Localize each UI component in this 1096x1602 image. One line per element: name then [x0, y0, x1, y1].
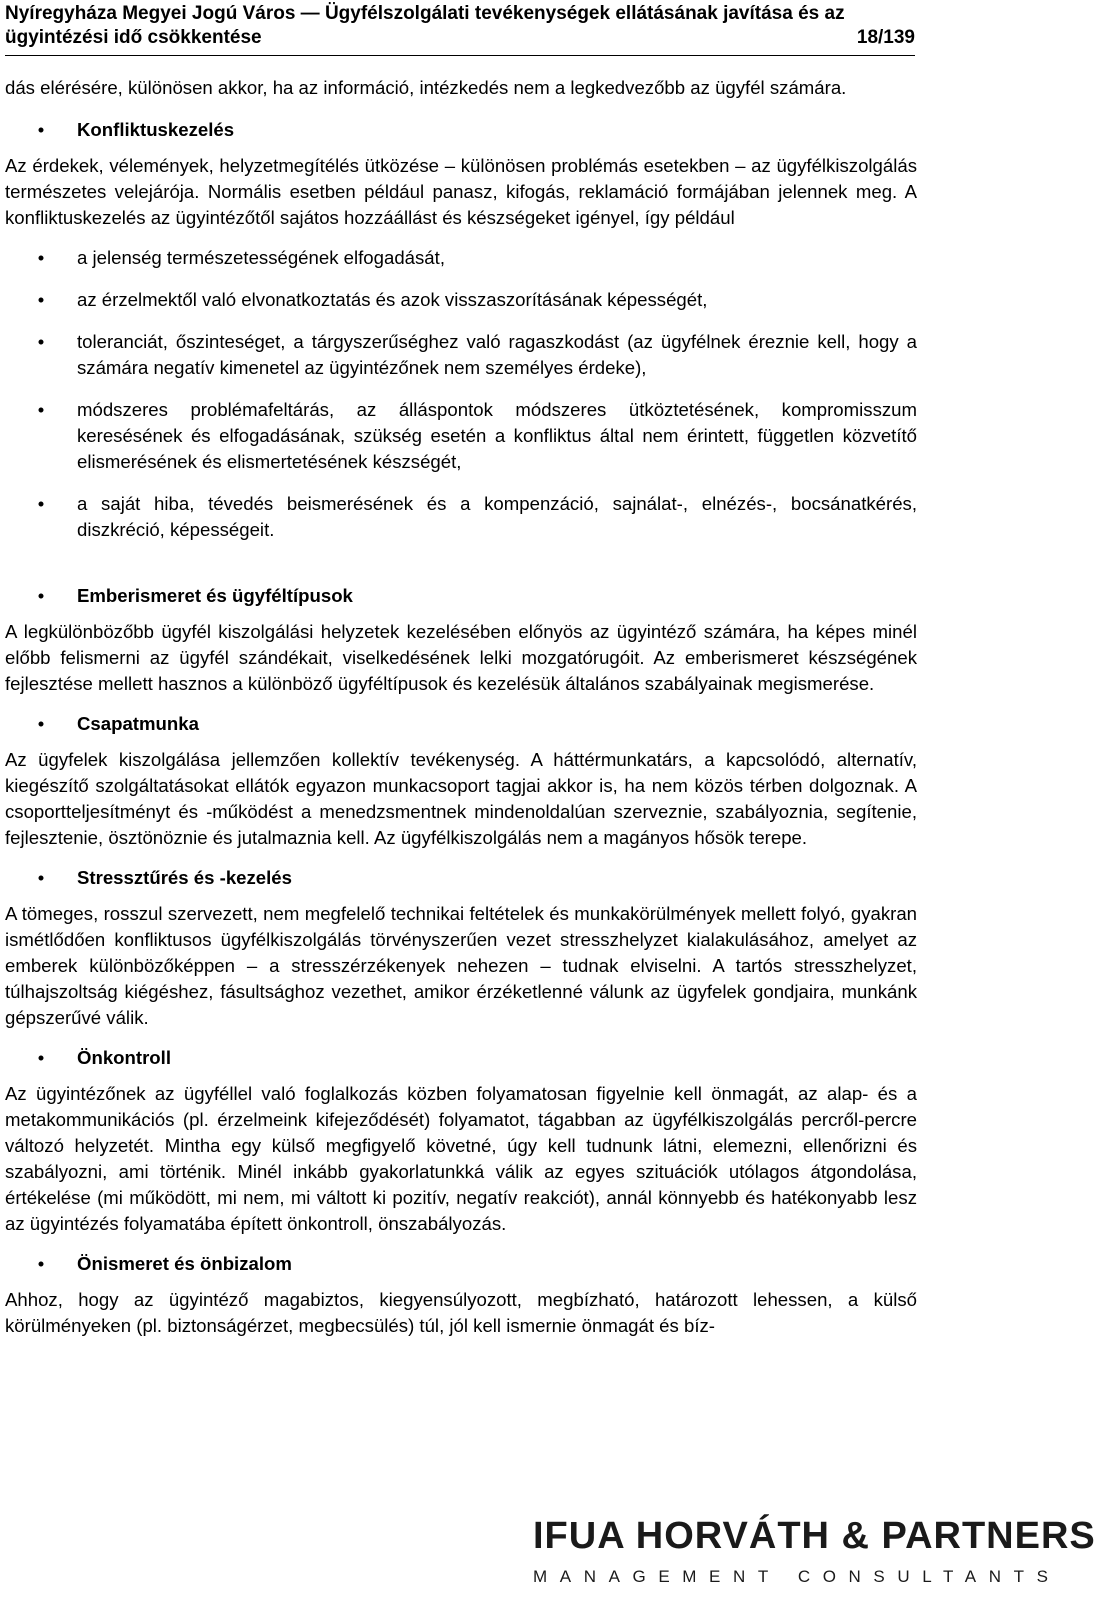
section-heading-label: Csapatmunka [77, 713, 199, 734]
section-heading-emberismeret [5, 583, 917, 609]
section-heading-onismeret [5, 1251, 917, 1277]
bullet-list [5, 245, 917, 543]
intro-continuation: dás elérésére, különösen akkor, ha az információ, intézkedés nem a legkedvezőbb az ügyfél számára. [5, 77, 847, 98]
section-paragraph: Az érdekek, vélemények, helyzetmegítélés ütközése – különösen problémás esetekben – az ügyfélkiszolgálás természetes velejárója. Normális esetben például panasz, kifogás, reklamáció formájában jelennek meg. A konfliktuskezelés az ügyintézőtől sajátos hozzáállást és készségeket igényel, így például [5, 155, 917, 228]
section-heading-stressztures [5, 865, 917, 891]
section-heading-csapatmunka [5, 711, 917, 737]
bullet-icon: • [37, 399, 45, 420]
bullet-icon: • [37, 289, 45, 310]
list-item-text: a saját hiba, tévedés beismerésének és a kompenzáció, sajnálat-, elnézés-, bocsánatkérés, diszkréció, képességeit. [77, 493, 917, 540]
bullet-icon: • [37, 1253, 45, 1274]
section-paragraph: Ahhoz, hogy az ügyintéző magabiztos, kiegyensúlyozott, megbízható, határozott lehessen, a külső körülményeken (pl. biztonságérzet, megbecsülés) túl, jól kell ismernie önmagát és bíz- [5, 1289, 917, 1336]
list-item [5, 491, 917, 543]
list-item-text: módszeres problémafeltárás, az álláspontok módszeres ütköztetésének, kompromisszum keresésének és elfogadásának, szükség esetén a konfliktus által nem érintett, független közvetítő elismerésének és elismertetésének készségét, [77, 399, 917, 472]
bullet-icon: • [37, 867, 45, 888]
section-heading-konfliktuskezeles [5, 117, 917, 143]
logo-wordmark: IFUA HORVÁTH & PARTNERS [533, 1515, 1096, 1557]
page-header [5, 2, 915, 50]
bullet-icon: • [37, 331, 45, 352]
section-paragraph: A legkülönbözőbb ügyfél kiszolgálási helyzetek kezelésében előnyös az ügyintéző számára, ha képes minél előbb felismerni az ügyfél szándékait, viselkedésének lelki mozgatórugóit. Az emberismeret készségének fejlesztése mellett hasznos a különböző ügyféltípusok és kezelésük általános szabályainak megismerése. [5, 621, 917, 694]
header-title-line2: ügyintézési idő csökkentése [5, 27, 262, 48]
section-paragraph: A tömeges, rosszul szervezett, nem megfelelő technikai feltételek és munkakörülmények mellett folyó, gyakran ismétlődően konfliktusos ügyfélkiszolgálás törvényszerűen vezet stresszhelyzet kialakulásához, amelyet az emberek különbözőképpen – a stresszérzékenyek nehezen – tudnak elviselni. A tartós stresszhelyzet, túlhajszoltság kiégéshez, fásultsághoz vezethet, amikor érzéketlenné válunk az ügyfelek gondjaira, munkánk gépszerűvé válik. [5, 903, 917, 1028]
bullet-icon: • [37, 585, 45, 606]
company-logo [525, 1515, 1096, 1595]
bullet-icon: • [37, 119, 45, 140]
bullet-icon: • [37, 247, 45, 268]
section-heading-label: Konfliktuskezelés [77, 119, 235, 140]
list-item-text: toleranciát, őszinteséget, a tárgyszerűséghez való ragaszkodást (az ügyfélnek éreznie kell, hogy a számára negatív kimenetel az ügyintézőnek nem személyes érdeke), [77, 331, 917, 378]
list-item-text: az érzelmektől való elvonatkoztatás és azok visszaszorításának képességét, [77, 289, 708, 310]
bullet-icon: • [37, 493, 45, 514]
logo-tagline: MANAGEMENT CONSULTANTS [533, 1567, 1061, 1586]
list-item [5, 397, 917, 475]
section-heading-label: Önismeret és önbizalom [77, 1253, 292, 1274]
list-item-text: a jelenség természetességének elfogadását, [77, 247, 445, 268]
list-item [5, 329, 917, 381]
page-content [5, 75, 917, 1353]
section-heading-label: Önkontroll [77, 1047, 171, 1068]
page-number: 18/139 [856, 27, 915, 48]
bullet-icon: • [37, 713, 45, 734]
section-heading-onkontroll [5, 1045, 917, 1071]
section-heading-label: Emberismeret és ügyféltípusok [77, 585, 353, 606]
section-paragraph: Az ügyintézőnek az ügyféllel való foglalkozás közben folyamatosan figyelnie kell önmagát, az alap- és a metakommunikációs (pl. érzelmeink kifejeződését) folyamatot, tágabban az ügyfélkiszolgálás percről-percre változó helyzetét. Mintha egy külső megfigyelő követné, úgy kell tudnunk látni, elemezni, ellenőrizni és szabályozni, ami történik. Minél inkább gyakorlatunkká válik az egyes szituációk utólagos átgondolása, értékelése (mi működött, mi nem, mi váltott ki pozitív, negatív reakciót), annál könnyebb és hatékonyabb lesz az ügyintézés folyamatába épített önkontroll, önszabályozás. [5, 1083, 917, 1234]
header-divider [5, 55, 915, 56]
bullet-icon: • [37, 1047, 45, 1068]
header-title-line1: Nyíregyháza Megyei Jogú Város — Ügyfélszolgálati tevékenységek ellátásának javítása és az [5, 3, 845, 24]
list-item [5, 245, 917, 271]
section-heading-label: Stressztűrés és -kezelés [77, 867, 292, 888]
section-paragraph: Az ügyfelek kiszolgálása jellemzően kollektív tevékenység. A háttérmunkatárs, a kapcsolódó, alternatív, kiegészítő szolgáltatásokat ellátók egyazon munkacsoport tagjai akkor is, ha nem közös térben dolgoznak. A csoportteljesítményt és -működést a menedzsmentnek mindenoldalúan szerveznie, szabályoznia, segítenie, fejlesztenie, ösztönöznie és jutalmaznia kell. Az ügyfélkiszolgálás nem a magányos hősök terepe. [5, 749, 917, 848]
list-item [5, 287, 917, 313]
